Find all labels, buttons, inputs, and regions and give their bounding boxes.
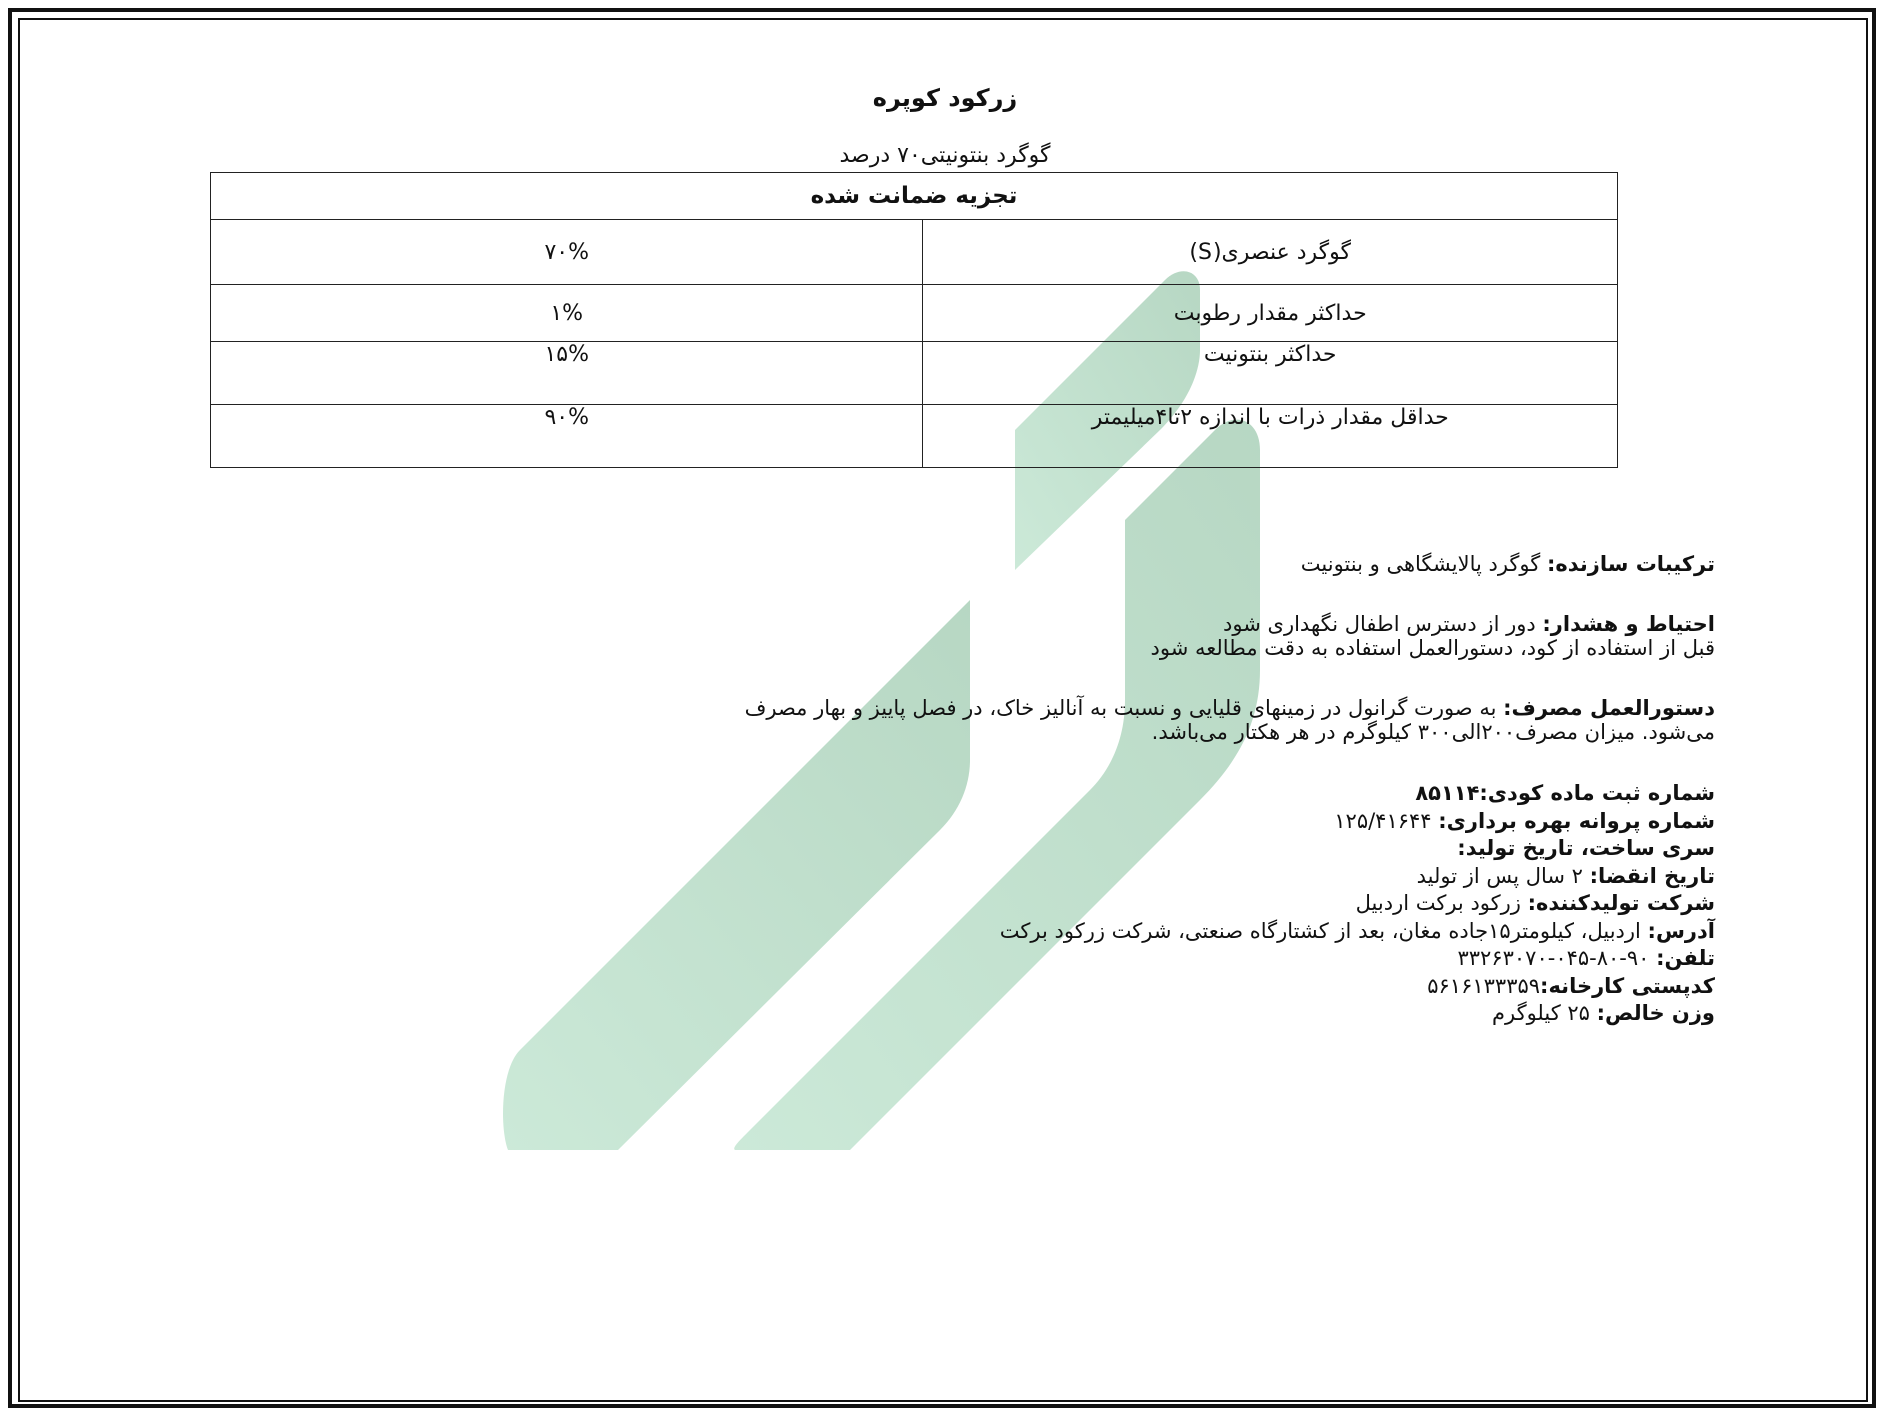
row-label: حداکثر مقدار رطوبت (923, 285, 1618, 342)
composition-value: گوگرد پالایشگاهی و بنتونیت (1300, 552, 1547, 576)
usage-label: دستورالعمل مصرف: (1503, 696, 1715, 720)
info-value: زرکود برکت اردبیل (1355, 891, 1528, 915)
row-label: حداکثر بنتونیت (923, 342, 1618, 405)
info-label: آدرس: (1647, 918, 1715, 943)
info-line (195, 835, 1715, 863)
row-value: ۹۰% (211, 405, 923, 468)
caution-line (195, 612, 1715, 636)
info-value: ۹۰-۸۰-۰۴۵-۳۳۲۶۳۰۷۰ (1457, 946, 1657, 970)
info-value: ۵۶۱۶۱۳۳۳۵۹ (1427, 973, 1541, 998)
info-label: تاریخ انقضا: (1589, 863, 1715, 888)
row-value: ۱% (211, 285, 923, 342)
caution-label: احتیاط و هشدار: (1542, 612, 1715, 636)
info-value: ۱۲۵/۴۱۶۴۴ (1334, 808, 1439, 833)
info-line (195, 945, 1715, 973)
composition-line (195, 552, 1715, 576)
usage-line (195, 696, 1715, 720)
row-label: گوگرد عنصری(S) (923, 220, 1618, 285)
product-title: زرکود کوپره (872, 84, 1018, 112)
info-label: تلفن: (1656, 946, 1715, 970)
info-label: سری ساخت، تاریخ تولید: (1457, 836, 1715, 860)
info-label: شرکت تولیدکننده: (1527, 891, 1715, 915)
info-label: وزن خالص: (1596, 1001, 1715, 1025)
table-row (211, 405, 1618, 468)
caution-line-2: قبل از استفاده از کود، دستورالعمل استفاده به دقت مطالعه شود (1150, 636, 1715, 660)
info-line (195, 918, 1715, 946)
info-value: اردبیل، کیلومتر۱۵جاده مغان، بعد از کشتارگاه صنعتی، شرکت زرکود برکت (999, 918, 1648, 943)
info-label: شماره ثبت ماده کودی: (1479, 781, 1715, 805)
usage-text-1: به صورت گرانول در زمینهای قلیایی و نسبت به آنالیز خاک، در فصل پاییز و بهار مصرف (744, 696, 1504, 720)
info-value: ۸۵۱۱۴ (1415, 781, 1480, 805)
table-row (211, 342, 1618, 405)
row-value: ۷۰% (211, 220, 923, 285)
product-details (195, 552, 1715, 1028)
table-row (211, 285, 1618, 342)
composition-label: ترکیبات سازنده: (1546, 552, 1715, 576)
info-line (195, 808, 1715, 836)
info-value: ۲ سال پس از تولید (1416, 863, 1590, 888)
info-line (195, 863, 1715, 891)
info-value: ۲۵ کیلوگرم (1492, 1001, 1597, 1025)
info-label: شماره پروانه بهره برداری: (1438, 808, 1715, 833)
row-value: ۱۵% (211, 342, 923, 405)
table-header: تجزیه ضمانت شده (211, 173, 1618, 220)
info-line (195, 1000, 1715, 1028)
guaranteed-analysis-table (210, 172, 1618, 468)
row-label: حداقل مقدار ذرات با اندازه ۲تا۴میلیمتر (923, 405, 1618, 468)
info-line (195, 973, 1715, 1001)
usage-line-2: می‌شود. میزان مصرف۲۰۰الی۳۰۰ کیلوگرم در هر هکتار می‌باشد. (1151, 720, 1715, 744)
info-label: کدپستی کارخانه: (1540, 973, 1715, 998)
registration-info (195, 780, 1715, 1028)
product-subtitle: گوگرد بنتونیتی۷۰ درصد (839, 143, 1051, 168)
info-line (195, 780, 1715, 808)
info-line (195, 890, 1715, 918)
table-row (211, 220, 1618, 285)
caution-text-1: دور از دسترس اطفال نگهداری شود (1223, 612, 1543, 636)
